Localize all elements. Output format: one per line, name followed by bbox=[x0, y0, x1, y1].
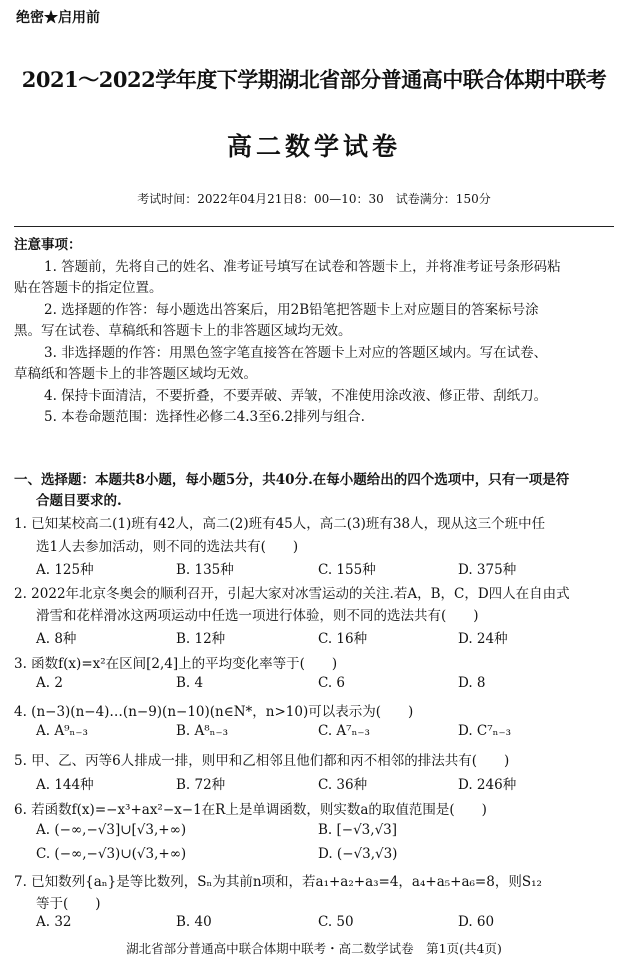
note-line: 5. 本卷命题范围：选择性必修二4.3至6.2排列与组合. bbox=[44, 409, 365, 425]
question-7-option-c: C. 50 bbox=[318, 914, 354, 930]
question-6-option-c: C. (−∞,−√3)∪(√3,+∞) bbox=[36, 846, 187, 862]
question-2-option-d: D. 24种 bbox=[458, 631, 508, 647]
page-footer: 湖北省部分普通高中联合体期中联考・高二数学试卷 第1页(共4页) bbox=[126, 941, 502, 956]
note-line: 贴在答题卡的指定位置。 bbox=[14, 280, 163, 296]
paper-subtitle: 高二数学试卷 bbox=[226, 132, 401, 161]
question-4-option-b: B. A⁸ₙ₋₃ bbox=[176, 723, 229, 739]
question-2-option-a: A. 8种 bbox=[36, 631, 77, 647]
question-3-option-d: D. 8 bbox=[458, 675, 486, 691]
question-1-text-cont: 选1人去参加活动，则不同的选法共有( ) bbox=[36, 539, 299, 555]
question-7-text: 7. 已知数列{aₙ}是等比数列，Sₙ为其前n项和，若a₁+a₂+a₃=4，a₄+a₅+a₆=8，则S₁₂ bbox=[14, 874, 542, 890]
question-1-option-b: B. 135种 bbox=[176, 562, 234, 578]
notes-title: 注意事项： bbox=[14, 237, 82, 253]
question-4-option-c: C. A⁷ₙ₋₃ bbox=[318, 723, 370, 739]
question-6-option-b: B. [−√3,√3] bbox=[318, 822, 398, 838]
question-2-text: 2. 2022年北京冬奥会的顺利召开，引起大家对冰雪运动的关注.若A，B，C，D四人在自由式 bbox=[14, 586, 570, 602]
question-7-option-d: D. 60 bbox=[458, 914, 495, 930]
note-line: 草稿纸和答题卡上的非答题区域均无效。 bbox=[14, 366, 257, 382]
question-1-text: 1. 已知某校高二(1)班有42人，高二(2)班有45人，高二(3)班有38人，现从这三个班中任 bbox=[14, 516, 546, 532]
question-3-option-c: C. 6 bbox=[318, 675, 346, 691]
note-line: 3. 非选择题的作答：用黑色签字笔直接答在答题卡上对应的答题区域内。写在试卷、 bbox=[44, 345, 548, 361]
exam-title: 2021～2022学年度下学期湖北省部分普通高中联合体期中联考 bbox=[21, 67, 607, 92]
note-line: 1. 答题前，先将自己的姓名、准考证号填写在试卷和答题卡上，并将准考证号条形码粘 bbox=[44, 259, 561, 275]
question-1-option-a: A. 125种 bbox=[36, 562, 94, 578]
question-6-text: 6. 若函数f(x)=−x³+ax²−x−1在R上是单调函数，则实数a的取值范围是( ) bbox=[14, 802, 487, 818]
question-4-option-d: D. C⁷ₙ₋₃ bbox=[458, 723, 512, 739]
question-2-option-b: B. 12种 bbox=[176, 631, 226, 647]
question-2-option-c: C. 16种 bbox=[318, 631, 368, 647]
exam-meta: 考试时间：2022年04月21日8：00—10：30 试卷满分：150分 bbox=[137, 192, 491, 206]
question-2-text-cont: 滑雪和花样滑冰这两项运动中任选一项进行体验，则不同的选法共有( ) bbox=[36, 608, 479, 624]
question-5-option-a: A. 144种 bbox=[36, 777, 94, 793]
confidential-label: 绝密★启用前 bbox=[16, 10, 100, 26]
question-7-option-a: A. 32 bbox=[36, 914, 72, 930]
header-divider bbox=[14, 226, 614, 227]
question-3-option-a: A. 2 bbox=[36, 675, 63, 691]
question-1-option-c: C. 155种 bbox=[318, 562, 376, 578]
question-1-option-d: D. 375种 bbox=[458, 562, 517, 578]
question-5-option-b: B. 72种 bbox=[176, 777, 226, 793]
note-line: 4. 保持卡面清洁，不要折叠，不要弄破、弄皱，不准使用涂改液、修正带、刮纸刀。 bbox=[44, 388, 548, 404]
question-3-option-b: B. 4 bbox=[176, 675, 204, 691]
question-5-option-d: D. 246种 bbox=[458, 777, 517, 793]
question-6-option-a: A. (−∞,−√3]∪[√3,+∞) bbox=[36, 822, 187, 838]
question-4-option-a: A. A⁹ₙ₋₃ bbox=[36, 723, 88, 739]
section-heading: 一、选择题：本题共8小题，每小题5分，共40分.在每小题给出的四个选项中，只有一项是符 bbox=[14, 472, 570, 488]
note-line: 黑。写在试卷、草稿纸和答题卡上的非答题区域均无效。 bbox=[14, 323, 352, 339]
question-6-option-d: D. (−√3,√3) bbox=[318, 846, 398, 862]
question-3-text: 3. 函数f(x)=x²在区间[2,4]上的平均变化率等于( ) bbox=[14, 656, 338, 672]
question-7-text-cont: 等于( ) bbox=[36, 896, 101, 912]
question-4-text: 4. (n−3)(n−4)…(n−9)(n−10)(n∈N*，n>10)可以表示为( ) bbox=[14, 704, 414, 720]
question-7-option-b: B. 40 bbox=[176, 914, 212, 930]
question-5-text: 5. 甲、乙、丙等6人排成一排，则甲和乙相邻且他们都和丙不相邻的排法共有( ) bbox=[14, 753, 510, 769]
question-5-option-c: C. 36种 bbox=[318, 777, 368, 793]
note-line: 2. 选择题的作答：每小题选出答案后，用2B铅笔把答题卡上对应题目的答案标号涂 bbox=[44, 302, 539, 318]
section-heading-cont: 合题目要求的. bbox=[36, 493, 122, 509]
